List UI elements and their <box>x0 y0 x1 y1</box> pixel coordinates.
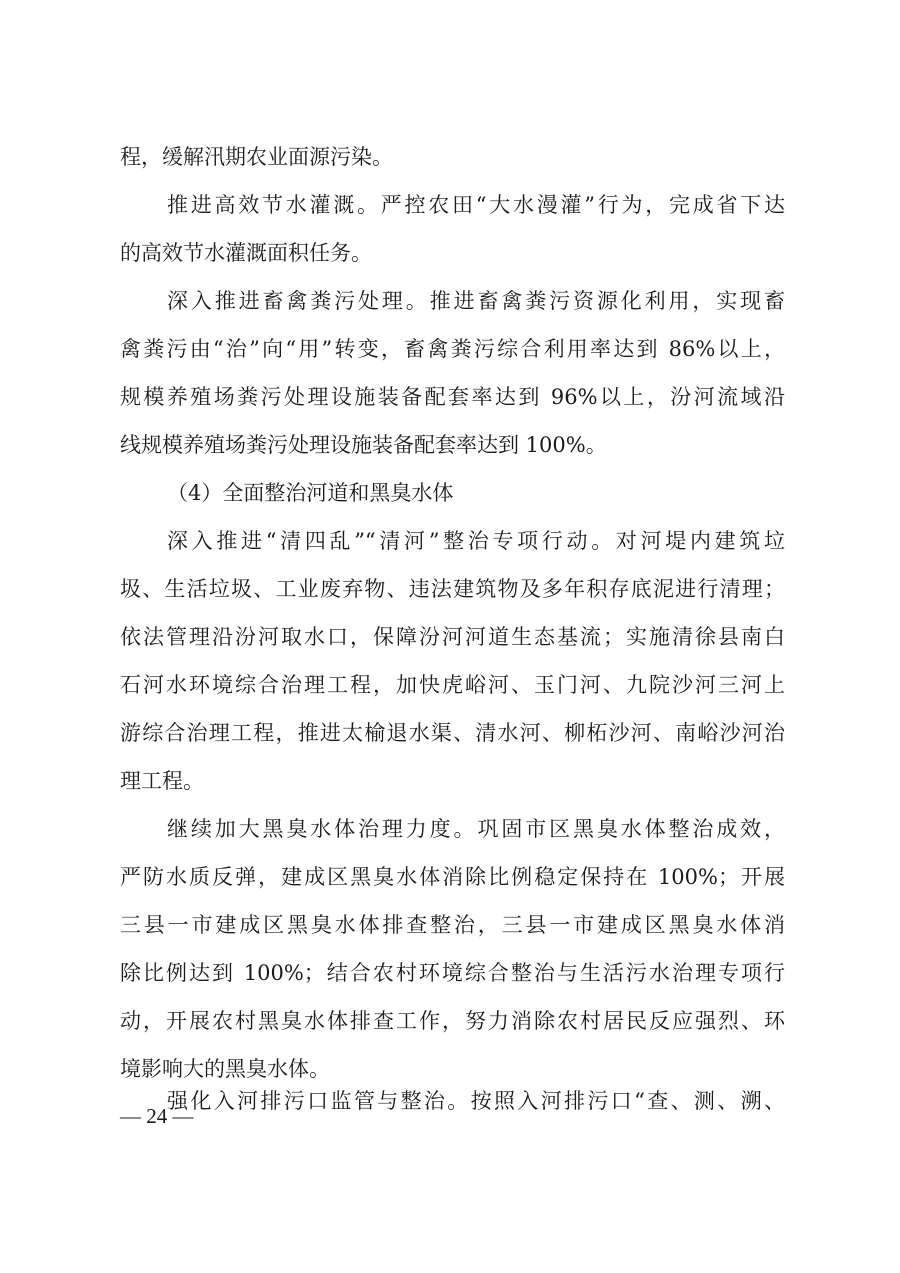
body-text-line: 推进高效节水灌溉。严控农田“大水漫灌”行为，完成省下达 <box>167 193 785 217</box>
body-text-line: 严防水质反弹，建成区黑臭水体消除比例稳定保持在 100%；开展 <box>120 865 785 889</box>
body-text-line: 线规模养殖场粪污处理设施装备配套率达到 100%。 <box>120 433 607 457</box>
body-text-line: 强化入河排污口监管与整治。按照入河排污口“查、测、溯、 <box>167 1089 785 1113</box>
body-text-line: 理工程。 <box>120 769 204 793</box>
body-text-line: 禽粪污由“治”向“用”转变，畜禽粪污综合利用率达到 86%以上， <box>120 337 785 361</box>
body-text-line: 程，缓解汛期农业面源污染。 <box>120 145 393 169</box>
body-text-line: 深入推进“清四乱”“清河”整治专项行动。对河堤内建筑垃 <box>167 529 785 553</box>
body-text-line: 圾、生活垃圾、工业废弃物、违法建筑物及多年积存底泥进行清理； <box>120 577 785 601</box>
body-text-line: 依法管理沿汾河取水口，保障汾河河道生态基流；实施清徐县南白 <box>120 625 785 649</box>
body-text-line: 的高效节水灌溉面积任务。 <box>120 241 372 265</box>
body-text-line: 境影响大的黑臭水体。 <box>120 1057 330 1081</box>
body-text-line: 游综合治理工程，推进太榆退水渠、清水河、柳柘沙河、南峪沙河治 <box>120 721 785 745</box>
body-text-line: 三县一市建成区黑臭水体排查整治，三县一市建成区黑臭水体消 <box>120 913 785 937</box>
body-text-line: 规模养殖场粪污处理设施装备配套率达到 96%以上，汾河流域沿 <box>120 385 785 409</box>
body-text-line: 石河水环境综合治理工程，加快虎峪河、玉门河、九院沙河三河上 <box>120 673 785 697</box>
page-number: — 24 — <box>120 1104 194 1128</box>
body-text-line: 动，开展农村黑臭水体排查工作，努力消除农村居民反应强烈、环 <box>120 1009 785 1033</box>
body-text-line: 深入推进畜禽粪污处理。推进畜禽粪污资源化利用，实现畜 <box>167 289 785 313</box>
body-text-line: 继续加大黑臭水体治理力度。巩固市区黑臭水体整治成效， <box>167 817 785 841</box>
section-heading: （4）全面整治河道和黑臭水体 <box>167 481 454 505</box>
body-text-line: 除比例达到 100%；结合农村环境综合整治与生活污水治理专项行 <box>120 961 785 985</box>
